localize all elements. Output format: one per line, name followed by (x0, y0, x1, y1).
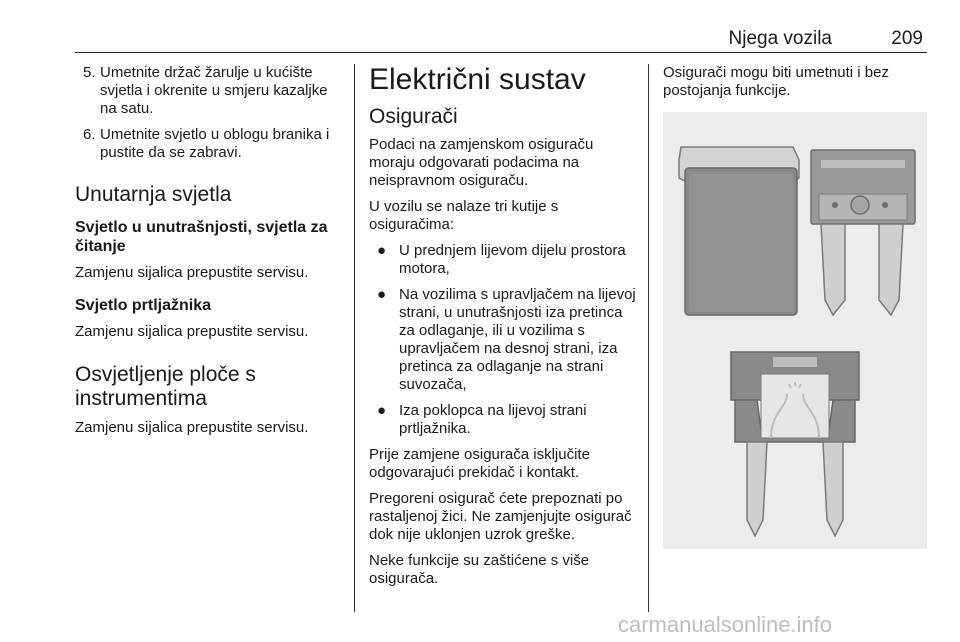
step-text: Umetnite svjetlo u oblogu branika i pustite da se zabravi. (100, 126, 330, 161)
paragraph-reading: Zamjenu sijalica prepustite servisu. (75, 264, 309, 281)
list-item (369, 402, 637, 438)
heading-fuses: Osigurači (369, 105, 458, 128)
heading-reading-lights: Svjetlo u unutrašnjosti, svjetla za čitanje (75, 219, 328, 255)
maxi-fuse-icon (679, 147, 799, 315)
page-number: 209 (891, 28, 923, 49)
section-title: Njega vozila (728, 28, 832, 49)
paragraph-fuse-data: Podaci na zamjenskom osiguraču moraju odgovarati podacima na neispravnom osiguraču. (369, 136, 594, 189)
list-item (369, 242, 637, 278)
bullet-text: U prednjem lijevom dijelu prostora motora, (399, 242, 626, 277)
watermark: carmanualsonline.info (618, 612, 833, 637)
column-divider-1 (354, 64, 355, 612)
paragraph-fuse-boxes: U vozilu se nalaze tri kutije s osiguračima: (369, 198, 559, 233)
column-3 (663, 64, 927, 108)
steps-list (75, 64, 343, 162)
heading-electrical-system: Električni sustav (369, 63, 586, 96)
list-item (75, 126, 343, 162)
bullet-text: Na vozilima s upravljačem na lijevoj strani, u unutrašnjosti iza pretinca za odlaganje, ili u vozilima s upravljačem na desnoj strani, iza pretinca za odlaganje na strani suvozača, (399, 286, 636, 393)
heading-trunk-light: Svjetlo prtljažnika (75, 297, 212, 314)
step-number: 6. (83, 126, 96, 143)
fuse-types-illustration (663, 112, 927, 549)
paragraph-before-replacing: Prije zamjene osigurača isključite odgovarajući prekidač i kontakt. (369, 446, 590, 481)
heading-interior-lights: Unutarnja svjetla (75, 183, 232, 206)
column-1 (75, 64, 343, 445)
column-2 (369, 64, 637, 596)
step-number: 5. (83, 64, 96, 81)
fuse-box-list (369, 242, 637, 438)
paragraph-instrument: Zamjenu sijalica prepustite servisu. (75, 419, 309, 436)
bullet-icon: ● (377, 402, 387, 419)
step-text: Umetnite držač žarulje u kućište svjetla i okrenite u smjeru kazaljke na satu. (100, 64, 328, 117)
blade-fuse-icon (731, 352, 859, 536)
paragraph-blown-fuse: Pregoreni osigurač ćete prepoznati po rastaljenoj žici. Ne zamjenjujte osigurač dok nije uklonjen uzrok greške. (369, 490, 632, 543)
page-header (75, 28, 927, 53)
heading-instrument-lighting: Osvjetljenje ploče s instrumentima (75, 363, 256, 410)
bullet-text: Iza poklopca na lijevoj strani prtljažnika. (399, 402, 587, 437)
bullet-icon: ● (377, 286, 387, 303)
paragraph-trunk: Zamjenu sijalica prepustite servisu. (75, 323, 309, 340)
bullet-icon: ● (377, 242, 387, 259)
fuse-illustration-svg (663, 112, 927, 549)
paragraph-fuses-without-function: Osigurači mogu biti umetnuti i bez postojanja funkcije. (663, 64, 889, 99)
list-item (75, 64, 343, 118)
paragraph-multiple-fuses: Neke funkcije su zaštićene s više osigurača. (369, 552, 590, 587)
column-divider-2 (648, 64, 649, 612)
mini-fuse-icon (811, 150, 915, 315)
list-item (369, 286, 637, 394)
